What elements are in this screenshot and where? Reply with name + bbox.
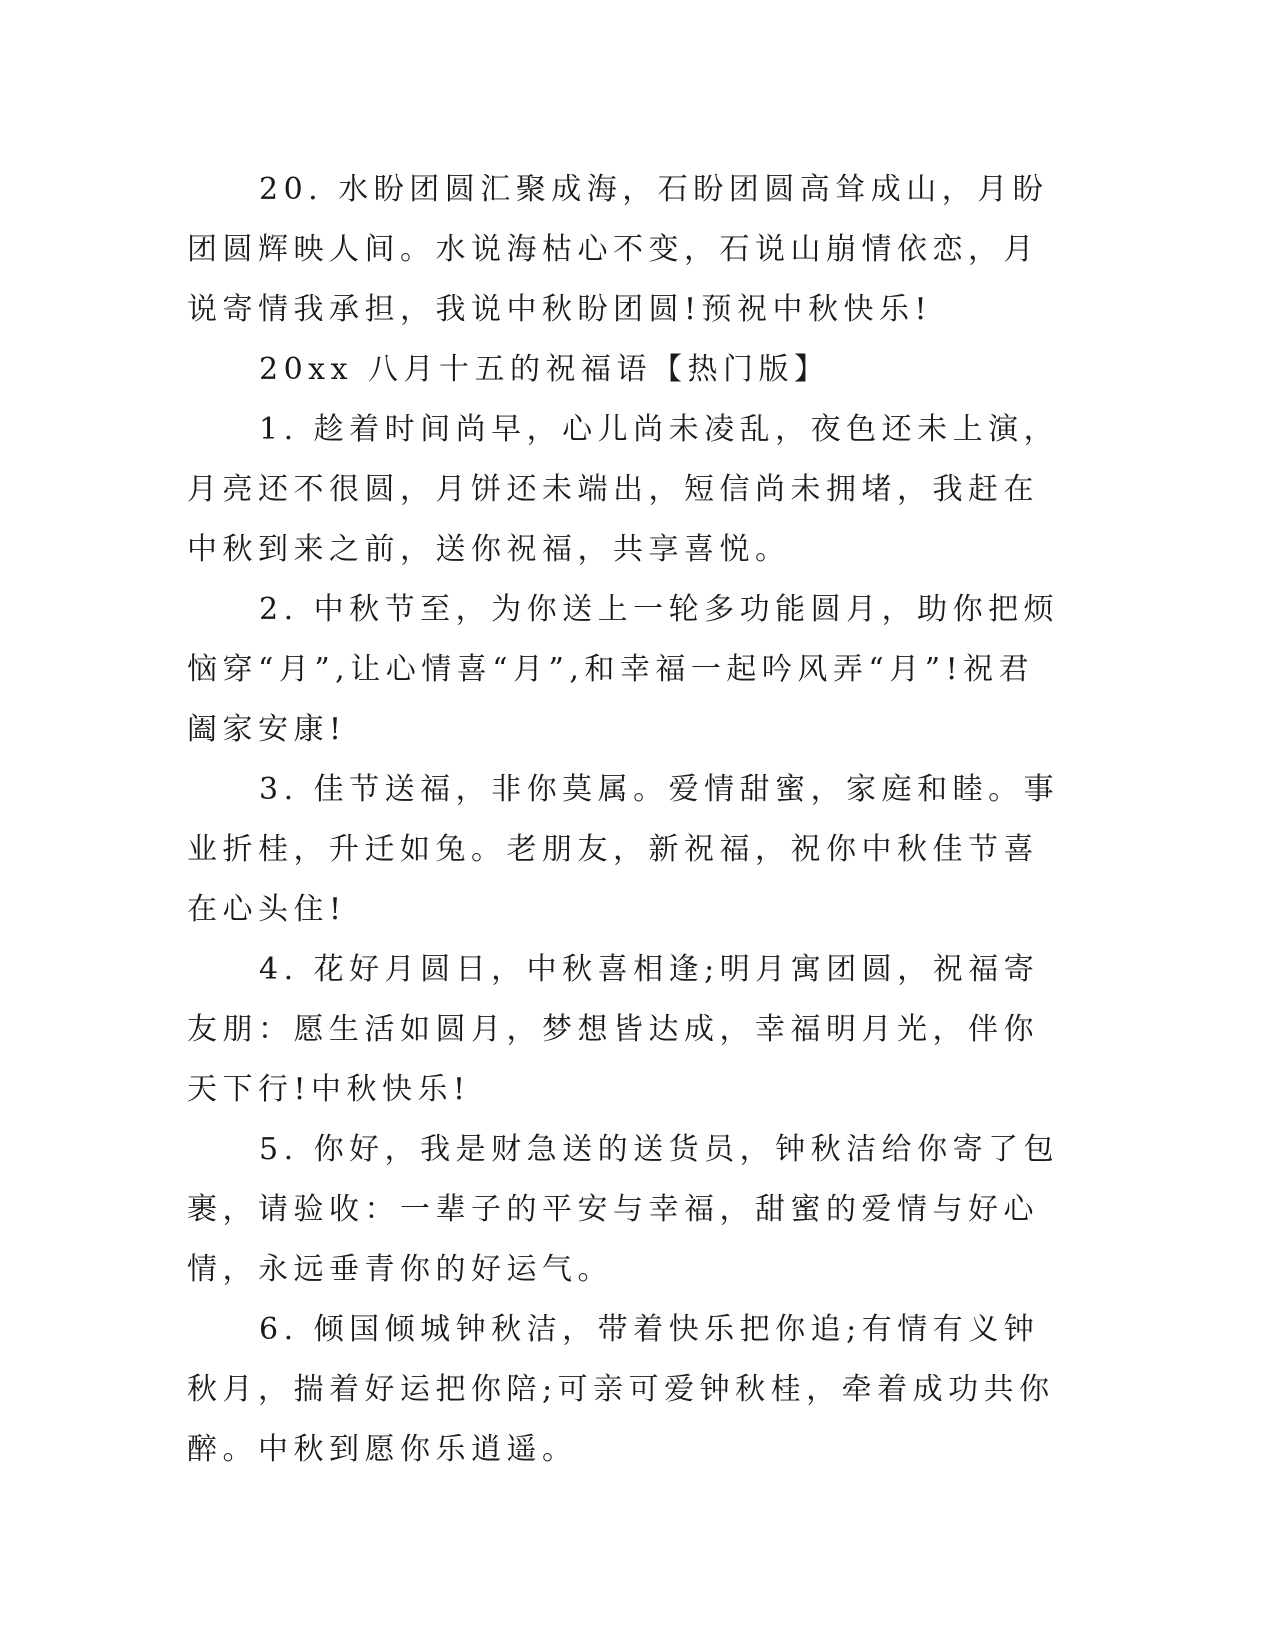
paragraph-1: 1. 趁着时间尚早，心儿尚未凌乱，夜色还未上演，月亮还不很圆，月饼还未端出，短信尚未拥堵，我赶在中秋到来之前，送你祝福，共享喜悦。 [187,412,1060,567]
paragraph-2: 2. 中秋节至，为你送上一轮多功能圆月，助你把烦恼穿“月”,让心情喜“月”,和幸福一起吟风弄“月”!祝君阖家安康! [187,592,1060,747]
paragraph-6: 6. 倾国倾城钟秋洁，带着快乐把你追;有情有义钟秋月，揣着好运把你陪;可亲可爱钟秋桂，牵着成功共你醉。中秋到愿你乐逍遥。 [187,1312,1055,1467]
paragraph-4: 4. 花好月圆日，中秋喜相逢;明月寓团圆，祝福寄友朋：愿生活如圆月，梦想皆达成，幸福明月光，伴你天下行!中秋快乐! [187,952,1040,1107]
paragraph-3: 3. 佳节送福，非你莫属。爱情甜蜜，家庭和睦。事业折桂，升迁如兔。老朋友，新祝福，祝你中秋佳节喜在心头住! [187,772,1060,927]
section-heading: 20xx 八月十五的祝福语【热门版】 [259,352,830,387]
paragraph-5: 5. 你好，我是财急送的送货员，钟秋洁给你寄了包裹，请验收：一辈子的平安与幸福，甜蜜的爱情与好心情，永远垂青你的好运气。 [187,1132,1060,1287]
document-body [187,160,1067,1480]
paragraph-20: 20. 水盼团圆汇聚成海，石盼团圆高耸成山，月盼团圆辉映人间。水说海枯心不变，石说山崩情依恋，月说寄情我承担，我说中秋盼团圆!预祝中秋快乐! [187,172,1049,327]
